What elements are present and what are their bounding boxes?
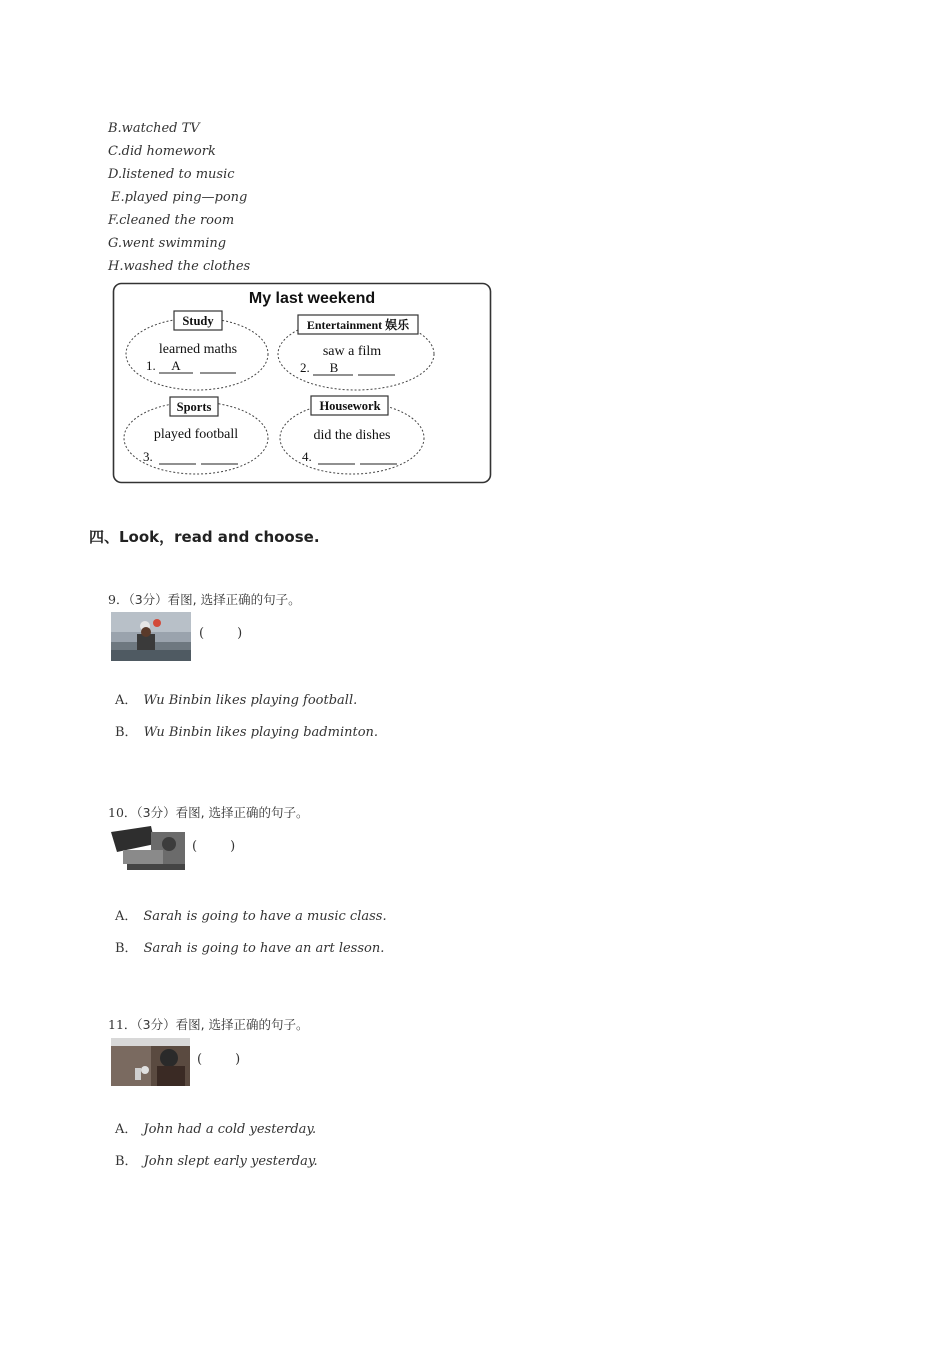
option-item: E.played ping—pong (111, 190, 248, 205)
answer-blank[interactable]: ( ) (199, 626, 243, 641)
question-prompt: （3分）看图, 选择正确的句子。 (136, 1017, 309, 1032)
choice-label: A． (115, 693, 138, 708)
group-tag: Entertainment 娱乐 (306, 318, 410, 332)
option-item: B.watched TV (108, 121, 200, 136)
choice-text: Sarah is going to have a music class. (143, 909, 387, 924)
choice-label: A． (115, 909, 138, 924)
group-num: 4. (302, 449, 312, 464)
choice-label: A． (115, 1122, 138, 1137)
question-number: 10． (108, 805, 137, 820)
group-text: learned maths (158, 342, 238, 357)
choice-b[interactable] (115, 1150, 318, 1169)
choice-label: B． (115, 725, 138, 740)
option-item: C.did homework (108, 144, 216, 159)
choice-b[interactable] (115, 937, 384, 956)
group-tag: Study (182, 314, 214, 328)
group-num: 2. (300, 360, 310, 375)
choice-a[interactable] (115, 1118, 316, 1137)
worksheet-title: My last weekend (248, 290, 376, 307)
choice-text: John slept early yesterday. (143, 1154, 318, 1169)
choice-a[interactable] (115, 905, 387, 924)
group-text: saw a film (322, 344, 382, 359)
answer-blank[interactable]: ( ) (192, 839, 236, 854)
choice-label: B． (115, 1154, 138, 1169)
question-11-header (108, 1015, 309, 1033)
option-item: D.listened to music (108, 167, 235, 182)
question-10-header (108, 803, 309, 821)
question-10-picture (111, 826, 187, 872)
question-prompt: （3分）看图, 选择正确的句子。 (128, 592, 301, 607)
worksheet-my-last-weekend (112, 282, 492, 484)
group-num: 3. (143, 449, 153, 464)
choice-a[interactable] (115, 689, 357, 708)
question-number: 11． (108, 1017, 137, 1032)
question-9-header (108, 590, 301, 608)
question-number: 9． (108, 592, 129, 607)
option-item: F.cleaned the room (108, 213, 235, 228)
choice-text: Wu Binbin likes playing badminton. (143, 725, 379, 740)
option-item: G.went swimming (108, 236, 227, 251)
section-title: 四、Look，read and choose. (89, 528, 320, 546)
choice-b[interactable] (115, 721, 378, 740)
group-text: played football (153, 427, 239, 442)
choice-text: Sarah is going to have an art lesson. (143, 941, 385, 956)
group-num: 1. (146, 358, 156, 373)
answer-blank[interactable]: ( ) (197, 1052, 241, 1067)
answer-2: B (329, 360, 339, 375)
group-tag: Sports (176, 400, 212, 414)
choice-label: B． (115, 941, 138, 956)
answer-1: A (171, 358, 181, 373)
question-9-picture (111, 612, 191, 661)
choice-text: Wu Binbin likes playing football. (143, 693, 358, 708)
option-item: H.washed the clothes (108, 259, 251, 274)
question-11-picture (111, 1038, 190, 1086)
question-prompt: （3分）看图, 选择正确的句子。 (136, 805, 309, 820)
group-tag: Housework (319, 399, 381, 413)
choice-text: John had a cold yesterday. (143, 1122, 317, 1137)
group-text: did the dishes (313, 428, 391, 443)
